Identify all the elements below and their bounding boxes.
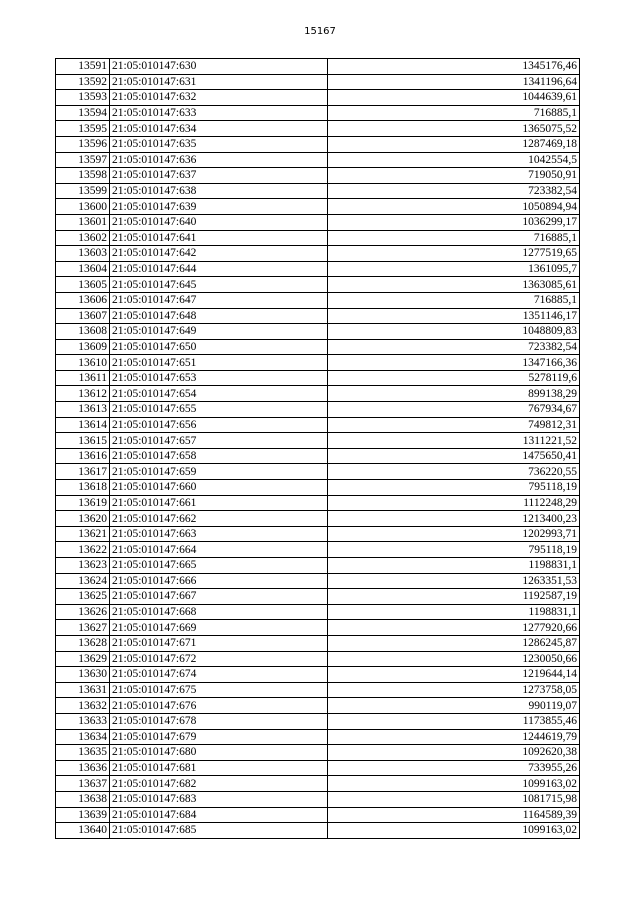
cadastral-number: 21:05:010147:680 — [110, 745, 328, 761]
cadastral-number: 21:05:010147:631 — [110, 74, 328, 90]
cadastral-value: 1198831,1 — [328, 604, 580, 620]
cadastral-value: 1347166,36 — [328, 355, 580, 371]
cadastral-value: 723382,54 — [328, 183, 580, 199]
table-row — [56, 183, 580, 199]
cadastral-number: 21:05:010147:656 — [110, 417, 328, 433]
cadastral-value: 1219644,14 — [328, 667, 580, 683]
cadastral-number: 21:05:010147:684 — [110, 807, 328, 823]
cadastral-value: 1263351,53 — [328, 573, 580, 589]
cadastral-number: 21:05:010147:657 — [110, 433, 328, 449]
row-number: 13593 — [56, 90, 110, 106]
cadastral-value: 1081715,98 — [328, 791, 580, 807]
row-number: 13625 — [56, 589, 110, 605]
cadastral-value: 899138,29 — [328, 386, 580, 402]
table-row — [56, 136, 580, 152]
cadastral-number: 21:05:010147:638 — [110, 183, 328, 199]
table-row — [56, 713, 580, 729]
table-row — [56, 308, 580, 324]
cadastral-number: 21:05:010147:683 — [110, 791, 328, 807]
table-row — [56, 246, 580, 262]
cadastral-number: 21:05:010147:669 — [110, 620, 328, 636]
cadastral-number: 21:05:010147:634 — [110, 121, 328, 137]
cadastral-number: 21:05:010147:663 — [110, 526, 328, 542]
cadastral-number: 21:05:010147:650 — [110, 339, 328, 355]
table-row — [56, 152, 580, 168]
table-row — [56, 760, 580, 776]
page-number: 15167 — [304, 26, 336, 37]
row-number: 13594 — [56, 105, 110, 121]
cadastral-number: 21:05:010147:649 — [110, 324, 328, 340]
cadastral-number: 21:05:010147:668 — [110, 604, 328, 620]
cadastral-number: 21:05:010147:660 — [110, 480, 328, 496]
row-number: 13600 — [56, 199, 110, 215]
row-number: 13617 — [56, 464, 110, 480]
table-row — [56, 105, 580, 121]
cadastral-number: 21:05:010147:681 — [110, 760, 328, 776]
table-row — [56, 386, 580, 402]
cadastral-value: 795118,19 — [328, 480, 580, 496]
table-row — [56, 495, 580, 511]
row-number: 13608 — [56, 324, 110, 340]
row-number: 13599 — [56, 183, 110, 199]
cadastral-value: 767934,67 — [328, 402, 580, 418]
row-number: 13636 — [56, 760, 110, 776]
table-row — [56, 589, 580, 605]
row-number: 13607 — [56, 308, 110, 324]
cadastral-value: 990119,07 — [328, 698, 580, 714]
row-number: 13610 — [56, 355, 110, 371]
cadastral-value: 749812,31 — [328, 417, 580, 433]
cadastral-number: 21:05:010147:630 — [110, 59, 328, 75]
cadastral-number: 21:05:010147:662 — [110, 511, 328, 527]
cadastral-number: 21:05:010147:644 — [110, 261, 328, 277]
cadastral-number: 21:05:010147:667 — [110, 589, 328, 605]
cadastral-value: 1363085,61 — [328, 277, 580, 293]
row-number: 13637 — [56, 776, 110, 792]
row-number: 13639 — [56, 807, 110, 823]
table-body — [56, 59, 580, 839]
cadastral-number: 21:05:010147:679 — [110, 729, 328, 745]
table-row — [56, 433, 580, 449]
row-number: 13622 — [56, 542, 110, 558]
row-number: 13626 — [56, 604, 110, 620]
cadastral-value: 1044639,61 — [328, 90, 580, 106]
row-number: 13615 — [56, 433, 110, 449]
cadastral-number: 21:05:010147:647 — [110, 292, 328, 308]
cadastral-number: 21:05:010147:682 — [110, 776, 328, 792]
cadastral-number: 21:05:010147:676 — [110, 698, 328, 714]
row-number: 13596 — [56, 136, 110, 152]
row-number: 13629 — [56, 651, 110, 667]
cadastral-value: 795118,19 — [328, 542, 580, 558]
table-row — [56, 214, 580, 230]
table-row — [56, 355, 580, 371]
cadastral-value: 1050894,94 — [328, 199, 580, 215]
row-number: 13592 — [56, 74, 110, 90]
table-row — [56, 464, 580, 480]
table-row — [56, 277, 580, 293]
row-number: 13628 — [56, 635, 110, 651]
row-number: 13604 — [56, 261, 110, 277]
cadastral-number: 21:05:010147:685 — [110, 823, 328, 839]
cadastral-value: 1099163,02 — [328, 823, 580, 839]
row-number: 13620 — [56, 511, 110, 527]
row-number: 13633 — [56, 713, 110, 729]
row-number: 13621 — [56, 526, 110, 542]
cadastral-value: 1277519,65 — [328, 246, 580, 262]
row-number: 13623 — [56, 558, 110, 574]
cadastral-value: 5278119,6 — [328, 370, 580, 386]
table-row — [56, 667, 580, 683]
table-row — [56, 791, 580, 807]
table-row — [56, 776, 580, 792]
cadastral-value: 1475650,41 — [328, 448, 580, 464]
cadastral-value: 1244619,79 — [328, 729, 580, 745]
cadastral-value: 1213400,23 — [328, 511, 580, 527]
cadastral-number: 21:05:010147:648 — [110, 308, 328, 324]
row-number: 13602 — [56, 230, 110, 246]
cadastral-value: 1164589,39 — [328, 807, 580, 823]
cadastral-number: 21:05:010147:675 — [110, 682, 328, 698]
table-row — [56, 168, 580, 184]
table-row — [56, 698, 580, 714]
row-number: 13606 — [56, 292, 110, 308]
table-row — [56, 511, 580, 527]
row-number: 13603 — [56, 246, 110, 262]
table-row — [56, 542, 580, 558]
cadastral-value: 1341196,64 — [328, 74, 580, 90]
row-number: 13619 — [56, 495, 110, 511]
table-row — [56, 682, 580, 698]
table-row — [56, 59, 580, 75]
table-row — [56, 526, 580, 542]
cadastral-number: 21:05:010147:665 — [110, 558, 328, 574]
row-number: 13605 — [56, 277, 110, 293]
cadastral-number: 21:05:010147:666 — [110, 573, 328, 589]
row-number: 13612 — [56, 386, 110, 402]
cadastral-value: 733955,26 — [328, 760, 580, 776]
table-row — [56, 292, 580, 308]
row-number: 13597 — [56, 152, 110, 168]
table-row — [56, 230, 580, 246]
cadastral-number: 21:05:010147:636 — [110, 152, 328, 168]
cadastral-number: 21:05:010147:659 — [110, 464, 328, 480]
cadastral-value: 736220,55 — [328, 464, 580, 480]
table-row — [56, 74, 580, 90]
table-row — [56, 620, 580, 636]
row-number: 13627 — [56, 620, 110, 636]
row-number: 13601 — [56, 214, 110, 230]
cadastral-value: 1277920,66 — [328, 620, 580, 636]
cadastral-value: 1198831,1 — [328, 558, 580, 574]
cadastral-value-table — [55, 58, 580, 839]
table-row — [56, 402, 580, 418]
cadastral-value: 1230050,66 — [328, 651, 580, 667]
cadastral-value: 1273758,05 — [328, 682, 580, 698]
cadastral-number: 21:05:010147:678 — [110, 713, 328, 729]
table-row — [56, 370, 580, 386]
cadastral-value: 723382,54 — [328, 339, 580, 355]
cadastral-number: 21:05:010147:674 — [110, 667, 328, 683]
row-number: 13634 — [56, 729, 110, 745]
row-number: 13613 — [56, 402, 110, 418]
row-number: 13635 — [56, 745, 110, 761]
row-number: 13632 — [56, 698, 110, 714]
cadastral-value: 716885,1 — [328, 105, 580, 121]
row-number: 13609 — [56, 339, 110, 355]
row-number: 13614 — [56, 417, 110, 433]
table-row — [56, 199, 580, 215]
cadastral-number: 21:05:010147:672 — [110, 651, 328, 667]
table-row — [56, 121, 580, 137]
cadastral-value: 716885,1 — [328, 292, 580, 308]
table-row — [56, 604, 580, 620]
cadastral-value: 1173855,46 — [328, 713, 580, 729]
cadastral-value: 1042554,5 — [328, 152, 580, 168]
table-row — [56, 448, 580, 464]
cadastral-number: 21:05:010147:632 — [110, 90, 328, 106]
row-number: 13591 — [56, 59, 110, 75]
cadastral-value: 1192587,19 — [328, 589, 580, 605]
cadastral-value: 1202993,71 — [328, 526, 580, 542]
table-row — [56, 651, 580, 667]
cadastral-number: 21:05:010147:658 — [110, 448, 328, 464]
table-row — [56, 729, 580, 745]
table-row — [56, 635, 580, 651]
table-row — [56, 324, 580, 340]
row-number: 13638 — [56, 791, 110, 807]
cadastral-number: 21:05:010147:655 — [110, 402, 328, 418]
cadastral-number: 21:05:010147:639 — [110, 199, 328, 215]
row-number: 13611 — [56, 370, 110, 386]
cadastral-value: 1112248,29 — [328, 495, 580, 511]
cadastral-value: 1286245,87 — [328, 635, 580, 651]
table-row — [56, 807, 580, 823]
row-number: 13631 — [56, 682, 110, 698]
cadastral-value: 1036299,17 — [328, 214, 580, 230]
cadastral-number: 21:05:010147:641 — [110, 230, 328, 246]
cadastral-number: 21:05:010147:637 — [110, 168, 328, 184]
row-number: 13598 — [56, 168, 110, 184]
row-number: 13618 — [56, 480, 110, 496]
table-row — [56, 573, 580, 589]
table-row — [56, 417, 580, 433]
cadastral-value: 1287469,18 — [328, 136, 580, 152]
row-number: 13630 — [56, 667, 110, 683]
cadastral-number: 21:05:010147:645 — [110, 277, 328, 293]
cadastral-value: 719050,91 — [328, 168, 580, 184]
table-row — [56, 261, 580, 277]
cadastral-value: 1345176,46 — [328, 59, 580, 75]
cadastral-number: 21:05:010147:642 — [110, 246, 328, 262]
cadastral-value: 1361095,7 — [328, 261, 580, 277]
cadastral-number: 21:05:010147:654 — [110, 386, 328, 402]
table-row — [56, 745, 580, 761]
cadastral-number: 21:05:010147:664 — [110, 542, 328, 558]
cadastral-number: 21:05:010147:640 — [110, 214, 328, 230]
table-row — [56, 823, 580, 839]
table-row — [56, 90, 580, 106]
table-row — [56, 558, 580, 574]
cadastral-value: 1048809,83 — [328, 324, 580, 340]
cadastral-number: 21:05:010147:661 — [110, 495, 328, 511]
cadastral-value: 1092620,38 — [328, 745, 580, 761]
row-number: 13595 — [56, 121, 110, 137]
cadastral-number: 21:05:010147:651 — [110, 355, 328, 371]
cadastral-number: 21:05:010147:635 — [110, 136, 328, 152]
cadastral-number: 21:05:010147:653 — [110, 370, 328, 386]
table-row — [56, 480, 580, 496]
table-row — [56, 339, 580, 355]
cadastral-value: 1365075,52 — [328, 121, 580, 137]
cadastral-value: 1351146,17 — [328, 308, 580, 324]
cadastral-value: 716885,1 — [328, 230, 580, 246]
cadastral-value: 1099163,02 — [328, 776, 580, 792]
row-number: 13616 — [56, 448, 110, 464]
cadastral-number: 21:05:010147:633 — [110, 105, 328, 121]
row-number: 13624 — [56, 573, 110, 589]
cadastral-value: 1311221,52 — [328, 433, 580, 449]
row-number: 13640 — [56, 823, 110, 839]
cadastral-number: 21:05:010147:671 — [110, 635, 328, 651]
